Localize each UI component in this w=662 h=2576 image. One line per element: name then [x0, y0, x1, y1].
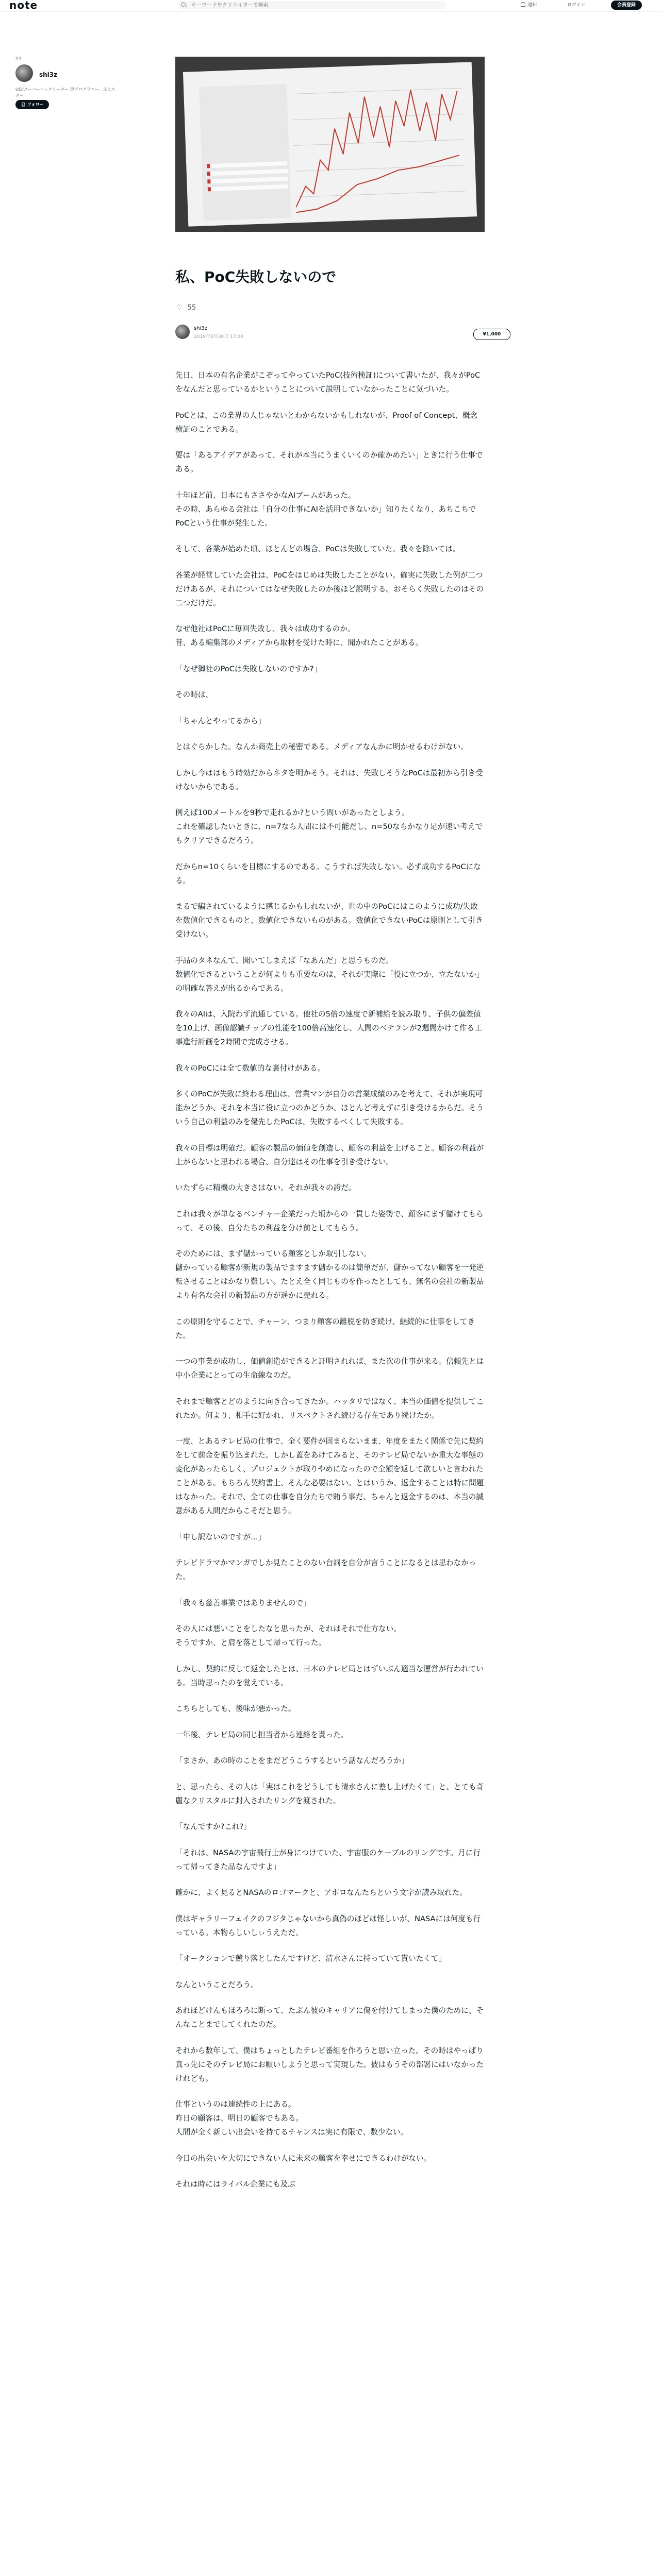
article-paragraph: 先日、日本の有名企業がこぞってやっていたPoC(技術検証)について書いたが、我々がPoCをなんだと思っているかということについて説明していなかったことに気づいた。 [175, 371, 481, 394]
bell-icon [521, 2, 525, 7]
article-paragraph: あれほどけんもほろろに断って、たぶん彼のキャリアに傷を付けてしまった僕のために、そんなことまでしてくれたのだ。 [175, 2006, 484, 2029]
notification-button[interactable] [521, 2, 537, 8]
creator-name[interactable]: shi3z [39, 71, 58, 78]
hero-image [175, 57, 485, 232]
search-bar[interactable] [178, 1, 446, 9]
note-logo[interactable]: note [9, 0, 38, 11]
sidebar-label: 03 [15, 57, 22, 62]
author-name[interactable]: shi3z [194, 326, 207, 331]
article-paragraph: だからn=10くらいを目標にするのである。こうすれば失敗しない。必ず成功するPoCになる。 [175, 862, 481, 885]
hero-side-panel [199, 84, 291, 221]
login-button[interactable]: ログイン [567, 3, 586, 8]
article-paragraph: こちらとしても、後味が悪かった。 [175, 1704, 296, 1713]
article-paragraph: その時は、 [175, 690, 213, 699]
heart-icon[interactable]: ♡ [176, 304, 183, 312]
article-paragraph: 十年ほど前、日本にもささやかなAIブームがあった。 その時、あらゆる会社は「自分の仕事にAIを活用できないか」知りたくなり、あちこちでPoCという仕事が発生した。 [175, 490, 476, 528]
article-paragraph: テレビドラマかマンガでしか見たことのない台詞を自分が言うことになるとは思わなかった。 [175, 1558, 476, 1581]
hero-screen-photo [183, 62, 477, 226]
article-paragraph: 「ちゃんとやってるから」 [175, 716, 266, 725]
article-paragraph: 多くのPoCが失敗に終わる理由は、営業マンが自分の営業成績のみを考えて、それが実現可能かどうか、それを本当に役に立つのかどうか、ほとんど考えずに引き受けるからだ。そういう自己の利益のみを優先したPoCは、失敗するべくして失敗する。 [175, 1090, 484, 1126]
article-paragraph: 確かに、よく見るとNASAのロゴマークと、アポロなんたらという文字が読み取れた。 [175, 1888, 467, 1897]
purchase-price-button[interactable]: ¥1,000 [473, 329, 510, 340]
article-paragraph: 我々のAIは、入院わず流通している。他社の5倍の速度で新補給を読み取り、子供の偏差値を10上げ、画像認識チップの性能を100倍高速化し、人間のベテランが2週間かけて作る工事進行計画を2時間で完成させる。 [175, 1010, 482, 1046]
site-header [0, 0, 662, 12]
article-paragraph: 「なんですか?これ?」 [175, 1822, 251, 1831]
like-counter[interactable] [176, 304, 196, 312]
article-title: 私、PoC失敗しないので [175, 268, 337, 285]
article-paragraph: 要は「あるアイデアがあって、それが本当にうまくいくのか確かめたい」ときに行う仕事である。 [175, 451, 483, 473]
article-paragraph: 一年後、テレビ局の同じ担当者から連絡を貰った。 [175, 1730, 349, 1739]
article-paragraph: 「申し訳ないのですが…」 [175, 1532, 266, 1541]
creator-avatar[interactable] [15, 64, 33, 82]
article-paragraph: 「我々も慈善事業ではありませんので」 [175, 1598, 311, 1607]
follow-button[interactable]: 👤︎ フォロー [15, 100, 49, 109]
article-paragraph: 「なぜ御社のPoCは失敗しないのですか?」 [175, 664, 322, 673]
notice-label: 通知 [527, 3, 537, 8]
search-input[interactable] [191, 2, 439, 9]
article-paragraph: 「まさか、あの時のことをまだどうこうするという話なんだろうか」 [175, 1756, 409, 1765]
article-paragraph: 我々の目標は明確だ。顧客の製品の価値を創造し、顧客の利益を上げること。顧客の利益が上がらないと思われる場合、自分達はその仕事を引き受けない。 [175, 1143, 484, 1166]
article-paragraph: それから数年して、僕はちょっとしたテレビ番組を作ろうと思い立った。その時はやっぱり真っ先にそのテレビ局にお願いしようと思って実現した。彼はもうその部署にはいなかったけれども。 [175, 2046, 484, 2083]
article-paragraph: 例えば100メートルを9秒で走れるか?という問いがあったとしよう。 これを確認したいときに、n=7なら人間には不可能だし、n=50ならかなり足が速い考えでもクリアできるだろう。 [175, 808, 483, 845]
article-paragraph: 「それは、NASAの宇宙飛行士が身につけていた、宇宙服のケーブルのリングです。月に行って帰ってきた品なんですよ」 [175, 1848, 481, 1871]
article-paragraph: これは我々が単なるベンチャー企業だった頃からの一貫した姿勢で、顧客にまず儲けてもらって、その後、自分たちの利益を分け前としてもらう。 [175, 1209, 484, 1232]
article-paragraph: なぜ他社はPoCに毎回失敗し、我々は成功するのか。 昔、ある編集部のメディアから取材を受けた時に、聞かれたことがある。 [175, 624, 423, 647]
creator-sidebar [15, 57, 129, 107]
article-body [175, 368, 485, 2204]
article-paragraph: そして、各業が始めた頃、ほとんどの場合、PoCは失敗していた。我々を除いては。 [175, 545, 460, 553]
article-paragraph: それは時にはライバル企業にも及ぶ [175, 2180, 295, 2189]
article-paragraph: いたずらに精機の大きさはない。それが我々の誇だ。 [175, 1183, 356, 1192]
article-paragraph: 今日の出会いを大切にできない人に未来の顧客を幸せにできるわけがない。 [175, 2154, 432, 2163]
author-avatar[interactable] [175, 325, 190, 339]
article-paragraph: 一度、とあるテレビ局の仕事で、全く要件が固まらないまま、年度をまたく関係で先に契約をして前金を振り込まれた。しかし蓋をあけてみると、そのテレビ局でないか重大な事態の変化があったらしく、プロジェクトが取りやめになったので全額を返して欲しいと言われたことがある。もちろん契約書上、そんな必要はない。とはいうか、返金することは特に問題はなかった。それで、全ての仕事を自分たちで賄う事だ、ちゃんと返金するのは、本当の誠意がある人間だからこそだと思う。 [175, 1437, 484, 1515]
author-bar [175, 325, 501, 342]
article-paragraph: この原則を守ることで、チャーン、つまり顧客の離脱を防ぎ続け、継続的に仕事をしてきた。 [175, 1317, 475, 1340]
article-paragraph: 我々のPoCには全て数値的な裏付けがある。 [175, 1063, 325, 1073]
like-count: 55 [187, 304, 196, 312]
follow-label: フォロー [27, 102, 44, 107]
article-paragraph: なんということだろう。 [175, 1980, 258, 1989]
article-paragraph: 僕はギャラリーフェイクのフジタじゃないから真偽のほどは怪しいが、NASAには何度も行っている。本物らしいしぃうえただ。 [175, 1914, 481, 1937]
creator-description: UEI/ユーバーハックリーダー 現プログラマー、元ミスター [15, 87, 115, 98]
article-paragraph: しかし、契約に反して返金したとは、日本のテレビ局とはずいぶん適当な運営が行われている。当時思ったのを覚えている。 [175, 1664, 484, 1687]
article-paragraph: まるで騙されているように感じるかもしれないが、世の中のPoCにはこのように成功/失敗を数値化できるものと、数値化できないものがある。数値化できないPoCは原則として引き受けない。 [175, 902, 483, 939]
publish-date: 2019年3月30日 17:00 [194, 334, 243, 340]
article-paragraph: 仕事というのは連続性の上にある。 昨日の顧客は、明日の顧客でもある。 人間が全く新しい出会いを持てるチャンスは実に有限で、数少ない。 [175, 2100, 408, 2137]
article-paragraph: 手品のタネなんて、聞いてしまえば「なあんだ」と思うものだ。 数値化できるということが何よりも重要なのは、それが実際に「役に立つか、立たないか」の明確な答えが出るからである。 [175, 956, 484, 993]
article-paragraph: 「オークションで競り落としたんですけど、清水さんに持っていて貰いたくて」 [175, 1954, 446, 1963]
article-paragraph: PoCとは、この業界の人じゃないとわからないかもしれないが、Proof of Concept、概念検証のことである。 [175, 411, 478, 434]
article-paragraph: と、思ったら、その人は「実はこれをどうしても清水さんに差し上げたくて」と、とても奇麗なクリスタルに封入されたリングを渡された。 [175, 1782, 484, 1805]
article-paragraph: 各業が経営していた会社は、PoCをはじめは失敗したことがない。確実に失敗した例が二つだけあるが、それについてはなぜ失敗したのか後ほど説明する。おそらく失敗したのはその二つだけだ。 [175, 570, 484, 607]
search-icon [181, 2, 186, 7]
article-paragraph: とはぐらかした。なんか商売上の秘密である。メディアなんかに明かせるわけがない。 [175, 742, 468, 751]
article-paragraph: 一つの事業が成功し、価値創造ができると証明されれば、また次の仕事が来る。信頼先とは中小企業にとっての生命線なのだ。 [175, 1357, 484, 1380]
article-paragraph: それまで顧客とどのように向き合ってきたか。ハッタリではなく、本当の価値を提供してこれたか。何より、相手に好かれ、リスペクトされ続ける存在であり続けたか。 [175, 1397, 484, 1420]
hero-chart-graphic [292, 78, 467, 217]
article-paragraph: しかし今ははもう時効だからネタを明かそう。それは、失敗しそうなPoCは最初から引き受けないからである。 [175, 768, 483, 791]
signup-button[interactable]: 会員登録 [611, 1, 642, 10]
article-paragraph: その人には悪いことをしたなと思ったが、それはそれで仕方ない。 そうですか、と肩を落として帰って行った。 [175, 1624, 401, 1647]
article-paragraph: そのためには、まず儲かっている顧客としか取引しない。 儲かっている顧客が新規の製品でますます儲かるのは簡単だが、儲かってない顧客を一発逆転させることはかなり難しい。たとえ全く同じものを作ったとしても、無名の会社の新製品より有名な会社の新製品の方が遥かに売れる。 [175, 1249, 484, 1300]
